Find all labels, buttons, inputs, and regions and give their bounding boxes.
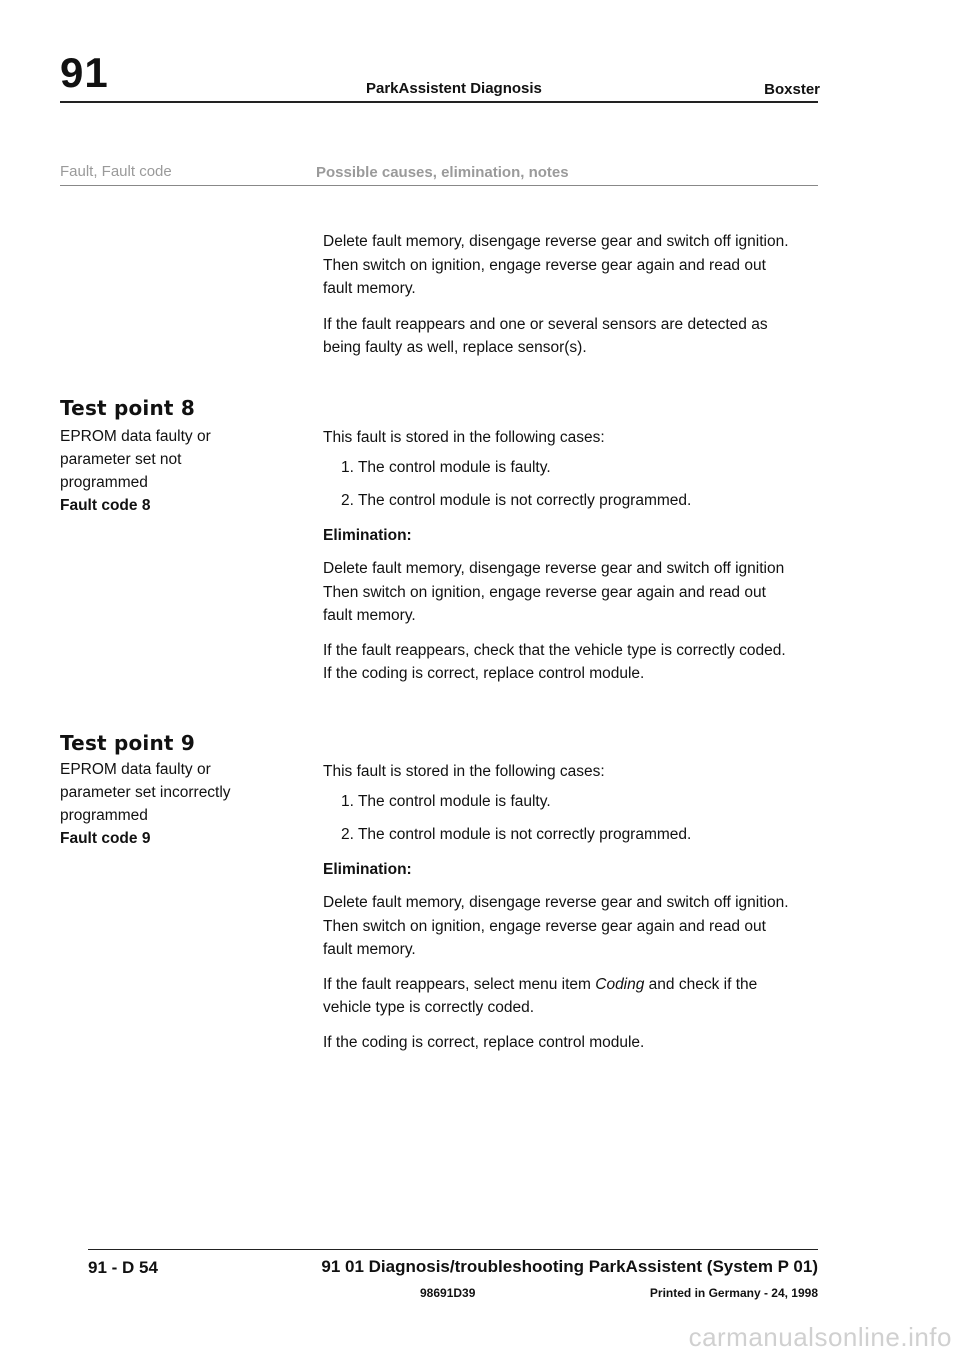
elimination-label: Elimination: <box>323 860 412 878</box>
intro-line: fault memory. <box>323 280 416 297</box>
intro-line: Delete fault memory, disengage reverse gear and switch off ignition. <box>323 233 789 250</box>
case-item: 1. The control module is faulty. <box>341 458 551 476</box>
case-item: 2. The control module is not correctly programmed. <box>341 826 692 843</box>
desc-line: parameter set not <box>60 451 182 468</box>
header-rule <box>60 101 818 103</box>
column-heading-rule <box>60 185 818 186</box>
footer-rule <box>88 1249 818 1250</box>
intro-line: being faulty as well, replace sensor(s). <box>323 339 587 356</box>
notes-line: If the coding is correct, replace control module. <box>323 1033 645 1051</box>
coding-text: If the fault reappears, select menu item <box>323 975 596 993</box>
notes-line: Delete fault memory, disengage reverse gear and switch off ignition <box>323 560 785 577</box>
intro-line: Then switch on ignition, engage reverse gear again and read out <box>323 256 766 274</box>
intro-block <box>323 230 789 360</box>
test-point-8-description <box>60 425 275 517</box>
column-heading-causes: Possible causes, elimination, notes <box>316 164 569 181</box>
test-point-8-notes <box>323 426 786 686</box>
watermark: carmanualsonline.info <box>688 1322 952 1352</box>
header-model: Boxster <box>764 81 820 98</box>
notes-line: fault memory. <box>323 941 416 958</box>
fault-code: Fault code 9 <box>60 830 151 847</box>
fault-code: Fault code 8 <box>60 497 151 514</box>
case-item: 1. The control module is faulty. <box>341 792 551 810</box>
menu-item-coding: Coding <box>595 975 645 993</box>
notes-line: This fault is stored in the following cases: <box>323 763 605 780</box>
notes-line: If the coding is correct, replace control module. <box>323 665 645 682</box>
notes-line: fault memory. <box>323 607 416 624</box>
test-point-8-title: Test point 8 <box>60 396 195 420</box>
notes-line <box>323 973 789 997</box>
desc-line: parameter set incorrectly <box>60 784 231 801</box>
notes-line: vehicle type is correctly coded. <box>323 999 535 1016</box>
notes-line: Delete fault memory, disengage reverse gear and switch off ignition. <box>323 894 789 911</box>
elimination-label: Elimination: <box>323 526 412 544</box>
intro-line: If the fault reappears and one or several sensors are detected as <box>323 315 768 333</box>
column-heading-fault: Fault, Fault code <box>60 163 172 180</box>
header-title: ParkAssistent Diagnosis <box>366 80 542 97</box>
notes-line: This fault is stored in the following cases: <box>323 429 605 446</box>
notes-line: If the fault reappears, check that the vehicle type is correctly coded. <box>323 641 786 659</box>
test-point-9-description <box>60 758 275 850</box>
page-number: 91 - D 54 <box>88 1258 158 1277</box>
desc-line: EPROM data faulty or <box>60 428 211 445</box>
test-point-9-notes <box>323 760 789 1054</box>
document-code: 98691D39 <box>420 1286 476 1300</box>
section-number: 91 <box>60 49 109 96</box>
footer-title: 91 01 Diagnosis/troubleshooting ParkAssistent (System P 01) <box>321 1257 818 1276</box>
print-info: Printed in Germany - 24, 1998 <box>649 1286 818 1300</box>
desc-line: programmed <box>60 807 148 824</box>
desc-line: EPROM data faulty or <box>60 761 211 778</box>
desc-line: programmed <box>60 474 148 491</box>
case-item: 2. The control module is not correctly programmed. <box>341 492 692 509</box>
notes-line: Then switch on ignition, engage reverse gear again and read out <box>323 583 766 601</box>
notes-line: Then switch on ignition, engage reverse gear again and read out <box>323 917 766 935</box>
test-point-9-title: Test point 9 <box>60 731 195 755</box>
coding-text: and check if the <box>644 975 758 993</box>
